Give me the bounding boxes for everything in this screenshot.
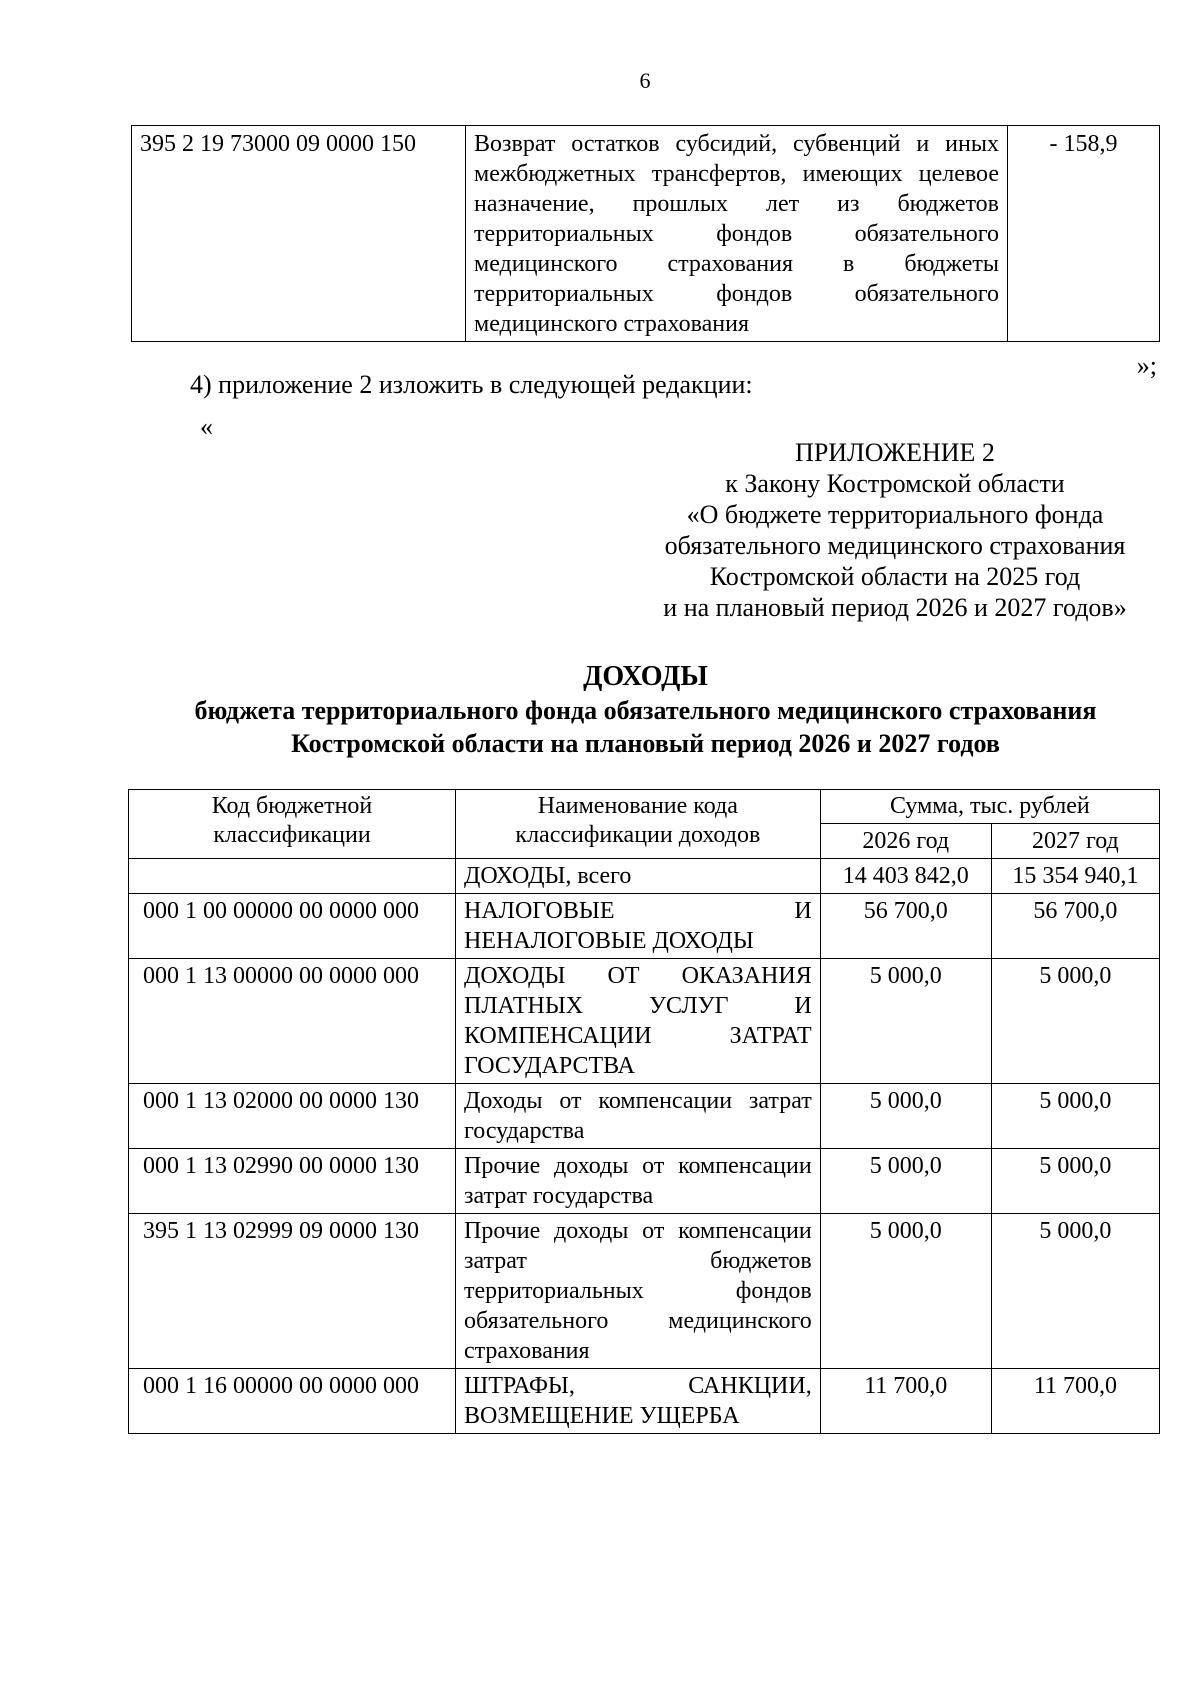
budget-code-cell: 395 1 13 02999 09 0000 130 — [129, 1214, 456, 1369]
appendix-line: «О бюджете территориального фонда — [686, 500, 1104, 529]
budget-code-cell: 000 1 13 02000 00 0000 130 — [129, 1084, 456, 1149]
header-year-2027: 2027 год — [991, 824, 1159, 859]
appendix-line: обязательного медицинского страхования — [664, 531, 1126, 560]
table-row — [129, 959, 1160, 1084]
table-header-row — [129, 790, 1160, 824]
revenue-name-cell: ДОХОДЫ ОТ ОКАЗАНИЯ ПЛАТНЫХ УСЛУГ И КОМПЕНСАЦИИ ЗАТРАТ ГОСУДАРСТВА — [456, 959, 821, 1084]
amount-2026-cell: 5 000,0 — [820, 1084, 991, 1149]
amount-2027-cell: 5 000,0 — [991, 1214, 1159, 1369]
amount-2026-cell: 5 000,0 — [820, 1214, 991, 1369]
appendix-header — [630, 437, 1160, 623]
amount-2027-cell: 5 000,0 — [991, 1084, 1159, 1149]
revenue-name-cell: ШТРАФЫ, САНКЦИИ, ВОЗМЕЩЕНИЕ УЩЕРБА — [456, 1369, 821, 1434]
revenue-name-cell: Прочие доходы от компенсации затрат государства — [456, 1149, 821, 1214]
amendment-instruction: 4) приложение 2 изложить в следующей редакции: — [190, 370, 753, 399]
sum-cell: - 158,9 — [1008, 126, 1160, 342]
revenue-name-cell: НАЛОГОВЫЕ И НЕНАЛОГОВЫЕ ДОХОДЫ — [456, 894, 821, 959]
budget-code-cell — [129, 859, 456, 894]
amount-2027-cell: 5 000,0 — [991, 1149, 1159, 1214]
appendix-line: и на плановый период 2026 и 2027 годов» — [663, 593, 1127, 622]
budget-code-cell: 000 1 16 00000 00 0000 000 — [129, 1369, 456, 1434]
amount-2027-cell: 56 700,0 — [991, 894, 1159, 959]
appendix-title: ПРИЛОЖЕНИЕ 2 — [795, 438, 995, 467]
revenue-name-cell: ДОХОДЫ, всего — [456, 859, 821, 894]
title-subtitle: Костромской области на плановый период 2026 и 2027 годов — [291, 729, 1000, 758]
table-row — [129, 1369, 1160, 1434]
document-title — [131, 660, 1160, 760]
page-number: 6 — [639, 68, 651, 93]
closing-quote: »; — [1136, 351, 1157, 380]
table-row — [132, 126, 1160, 342]
title-subtitle: бюджета территориального фонда обязательного медицинского страхования — [194, 696, 1097, 725]
table-row — [129, 1149, 1160, 1214]
amount-2027-cell: 5 000,0 — [991, 959, 1159, 1084]
header-code: Код бюджетной классификации — [129, 790, 456, 859]
appendix-line: к Закону Костромской области — [725, 469, 1065, 498]
budget-code-cell: 000 1 00 00000 00 0000 000 — [129, 894, 456, 959]
title-main: ДОХОДЫ — [583, 661, 708, 692]
budget-code-cell: 000 1 13 00000 00 0000 000 — [129, 959, 456, 1084]
budget-code-cell: 000 1 13 02990 00 0000 130 — [129, 1149, 456, 1214]
table-row — [129, 1214, 1160, 1369]
revenue-name-cell: Доходы от компенсации затрат государства — [456, 1084, 821, 1149]
header-name: Наименование кода классификации доходов — [456, 790, 821, 859]
header-sum: Сумма, тыс. рублей — [820, 790, 1159, 824]
budget-code-cell: 395 2 19 73000 09 0000 150 — [132, 126, 466, 342]
header-year-2026: 2026 год — [820, 824, 991, 859]
table-row — [129, 1084, 1160, 1149]
continuation-table — [131, 125, 1160, 342]
amount-2026-cell: 11 700,0 — [820, 1369, 991, 1434]
amount-2027-cell: 15 354 940,1 — [991, 859, 1159, 894]
table-row — [129, 894, 1160, 959]
amount-2027-cell: 11 700,0 — [991, 1369, 1159, 1434]
amount-2026-cell: 5 000,0 — [820, 1149, 991, 1214]
opening-quote: « — [200, 412, 213, 441]
amount-2026-cell: 5 000,0 — [820, 959, 991, 1084]
amount-2026-cell: 14 403 842,0 — [820, 859, 991, 894]
amount-2026-cell: 56 700,0 — [820, 894, 991, 959]
revenue-table — [128, 789, 1160, 1434]
table-row — [129, 859, 1160, 894]
revenue-name-cell: Прочие доходы от компенсации затрат бюджетов территориальных фондов обязательного медицинского страхования — [456, 1214, 821, 1369]
revenue-name-cell: Возврат остатков субсидий, субвенций и иных межбюджетных трансфертов, имеющих целевое назначение, прошлых лет из бюджетов территориальных фондов обязательного медицинского страхования в бюджеты территориальных фондов обязательного медицинского страхования — [466, 126, 1008, 342]
appendix-line: Костромской области на 2025 год — [709, 562, 1081, 591]
